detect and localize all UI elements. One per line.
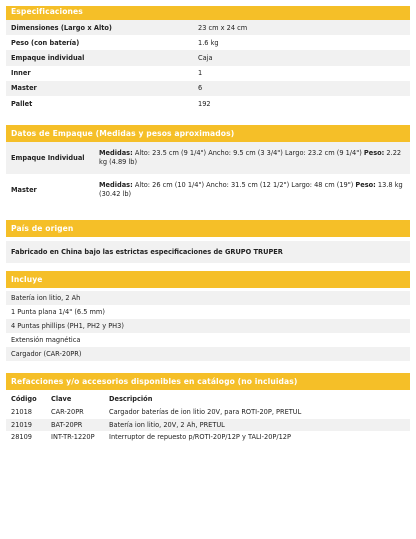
part-desc: Interruptor de repuesto p/ROTI-20P/12P y TALI-20P/12P — [109, 433, 291, 442]
spec-value: 1 — [198, 69, 203, 78]
table-row — [6, 35, 410, 50]
packaging-section — [6, 125, 410, 206]
measures-label: Medidas: — [99, 180, 133, 189]
part-key: BAT-20PR — [46, 419, 104, 431]
spec-value: 6 — [194, 81, 410, 96]
table-row — [6, 431, 410, 443]
includes-section — [6, 271, 410, 361]
table-row — [6, 66, 410, 81]
col-header-key: Clave — [51, 395, 72, 404]
packaging-header: Datos de Empaque (Medidas y pesos aproximados) — [6, 125, 410, 142]
table-row — [6, 81, 410, 96]
spec-value: 23 cm x 24 cm — [194, 20, 410, 35]
product-details — [0, 6, 416, 443]
spec-label: Peso (con batería) — [11, 38, 80, 47]
spec-value: 192 — [198, 99, 211, 108]
list-item: 4 Puntas phillips (PH1, PH2 y PH3) — [6, 319, 410, 333]
part-key: CAR-20PR — [51, 408, 84, 417]
origin-text: Fabricado en China bajo las estrictas especificaciones de GRUPO TRUPER — [6, 241, 410, 263]
part-code: 28109 — [11, 433, 32, 442]
weight-label: Peso: — [355, 180, 376, 189]
col-header-code: Código — [11, 395, 37, 404]
packaging-label: Empaque Individual — [6, 142, 96, 174]
measures-text: Alto: 26 cm (10 1/4") Ancho: 31.5 cm (12 1/2") Largo: 48 cm (19") — [132, 180, 356, 189]
spec-value: Caja — [194, 50, 410, 65]
table-row — [6, 142, 410, 174]
list-item: Extensión magnética — [11, 336, 81, 345]
list-item: Cargador (CAR-20PR) — [6, 347, 410, 361]
spec-value: 1.6 kg — [198, 38, 219, 47]
spec-label: Master — [6, 81, 194, 96]
origin-header: País de origen — [6, 220, 410, 237]
spec-label: Dimensiones (Largo x Alto) — [6, 20, 194, 35]
spec-label: Inner — [11, 69, 31, 78]
origin-section — [6, 220, 410, 263]
weight-label: Peso: — [363, 148, 385, 157]
packaging-label: Master — [11, 186, 37, 195]
col-header-desc: Descripción — [109, 395, 153, 404]
table-row — [6, 419, 410, 431]
specs-section — [6, 6, 410, 111]
includes-header: Incluye — [6, 271, 410, 288]
part-key: INT-TR-1220P — [51, 433, 95, 442]
spec-label: Pallet — [11, 99, 33, 108]
list-item: 1 Punta plana 1/4" (6.5 mm) — [11, 308, 105, 317]
specs-header: Especificaciones — [6, 6, 410, 20]
table-row — [6, 20, 410, 35]
table-header-row — [6, 390, 410, 406]
packaging-table — [6, 142, 410, 206]
includes-list — [6, 288, 410, 361]
list-item: Batería ion litio, 2 Ah — [6, 291, 410, 305]
table-row — [6, 50, 410, 65]
table-row — [6, 174, 410, 206]
specs-table — [6, 20, 410, 111]
weight-text: 13.8 kg (30.42 lb) — [99, 180, 403, 199]
table-row — [6, 406, 410, 418]
part-code: 21019 — [6, 419, 46, 431]
measures-text: Alto: 23.5 cm (9 1/4") Ancho: 9.5 cm (3 3/4") Largo: 23.2 cm (9 1/4") — [132, 148, 364, 157]
parts-table — [6, 390, 410, 443]
weight-text: 2.22 kg (4.89 lb) — [99, 148, 402, 167]
packaging-value — [96, 174, 410, 206]
packaging-value — [96, 142, 410, 174]
parts-section — [6, 373, 410, 443]
table-row — [6, 96, 410, 111]
spec-label: Empaque individual — [6, 50, 194, 65]
part-code: 21018 — [11, 408, 32, 417]
parts-header: Refacciones y/o accesorios disponibles en catálogo (no incluidas) — [6, 373, 410, 390]
part-desc: Cargador baterías de ion litio 20V, para ROTI-20P, PRETUL — [109, 408, 302, 417]
part-desc: Batería ion litio, 20V, 2 Ah, PRETUL — [104, 419, 410, 431]
measures-label: Medidas: — [99, 148, 133, 157]
